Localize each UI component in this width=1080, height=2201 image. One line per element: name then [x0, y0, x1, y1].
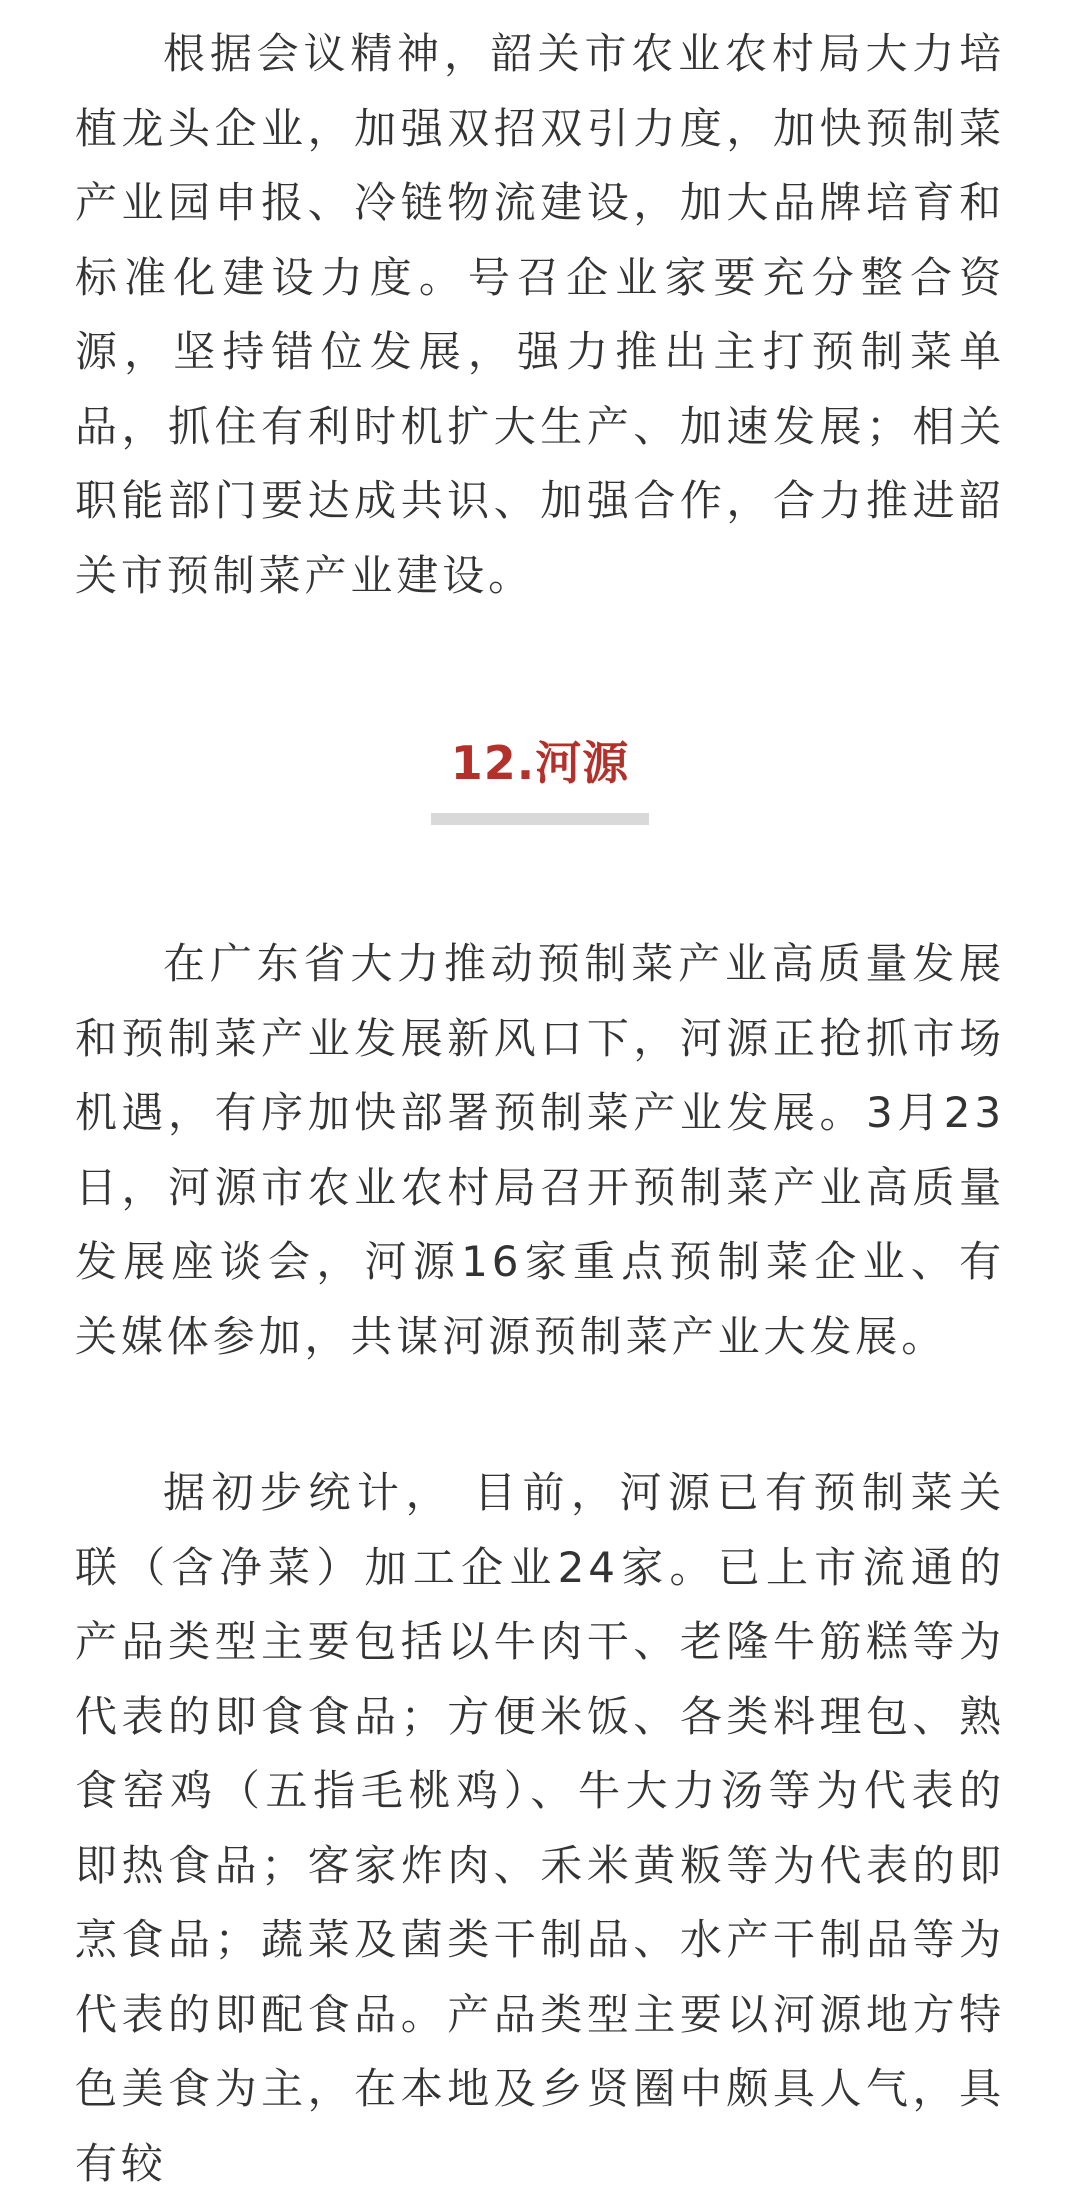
paragraph-heyuan-statistics: 据初步统计， 目前，河源已有预制菜关联（含净菜）加工企业24家。已上市流通的产品类型主要包括以牛肉干、老隆牛筋糕等为代表的即食食品；方便米饭、各类料理包、熟食窑鸡（五指毛桃鸡）、牛大力汤等为代表的即热食品；客家炸肉、禾米黄粄等为代表的即烹食品；蔬菜及菌类干制品、水产干制品等为代表的即配食品。产品类型主要以河源地方特色美食为主，在本地及乡贤圈中颇具人气，具有较 [75, 1468, 1005, 2188]
article-body [75, 0, 1005, 2188]
heading-underline-divider [431, 813, 649, 825]
paragraph-heyuan-symposium: 在广东省大力推动预制菜产业高质量发展和预制菜产业发展新风口下，河源正抢抓市场机遇，有序加快部署预制菜产业发展。3月23日，河源市农业农村局召开预制菜产业高质量发展座谈会，河源16家重点预制菜企业、有关媒体参加，共谋河源预制菜产业大发展。 [75, 939, 1005, 1361]
section-heading-heyuan: 12.河源 [450, 736, 630, 790]
paragraph-shaoguan-measures: 根据会议精神，韶关市农业农村局大力培植龙头企业，加强双招双引力度，加快预制菜产业园申报、冷链物流建设，加大品牌培育和标准化建设力度。号召企业家要充分整合资源，坚持错位发展，强力推出主打预制菜单品，抓住有利时机扩大生产、加速发展；相关职能部门要达成共识、加强合作，合力推进韶关市预制菜产业建设。 [75, 29, 1005, 600]
